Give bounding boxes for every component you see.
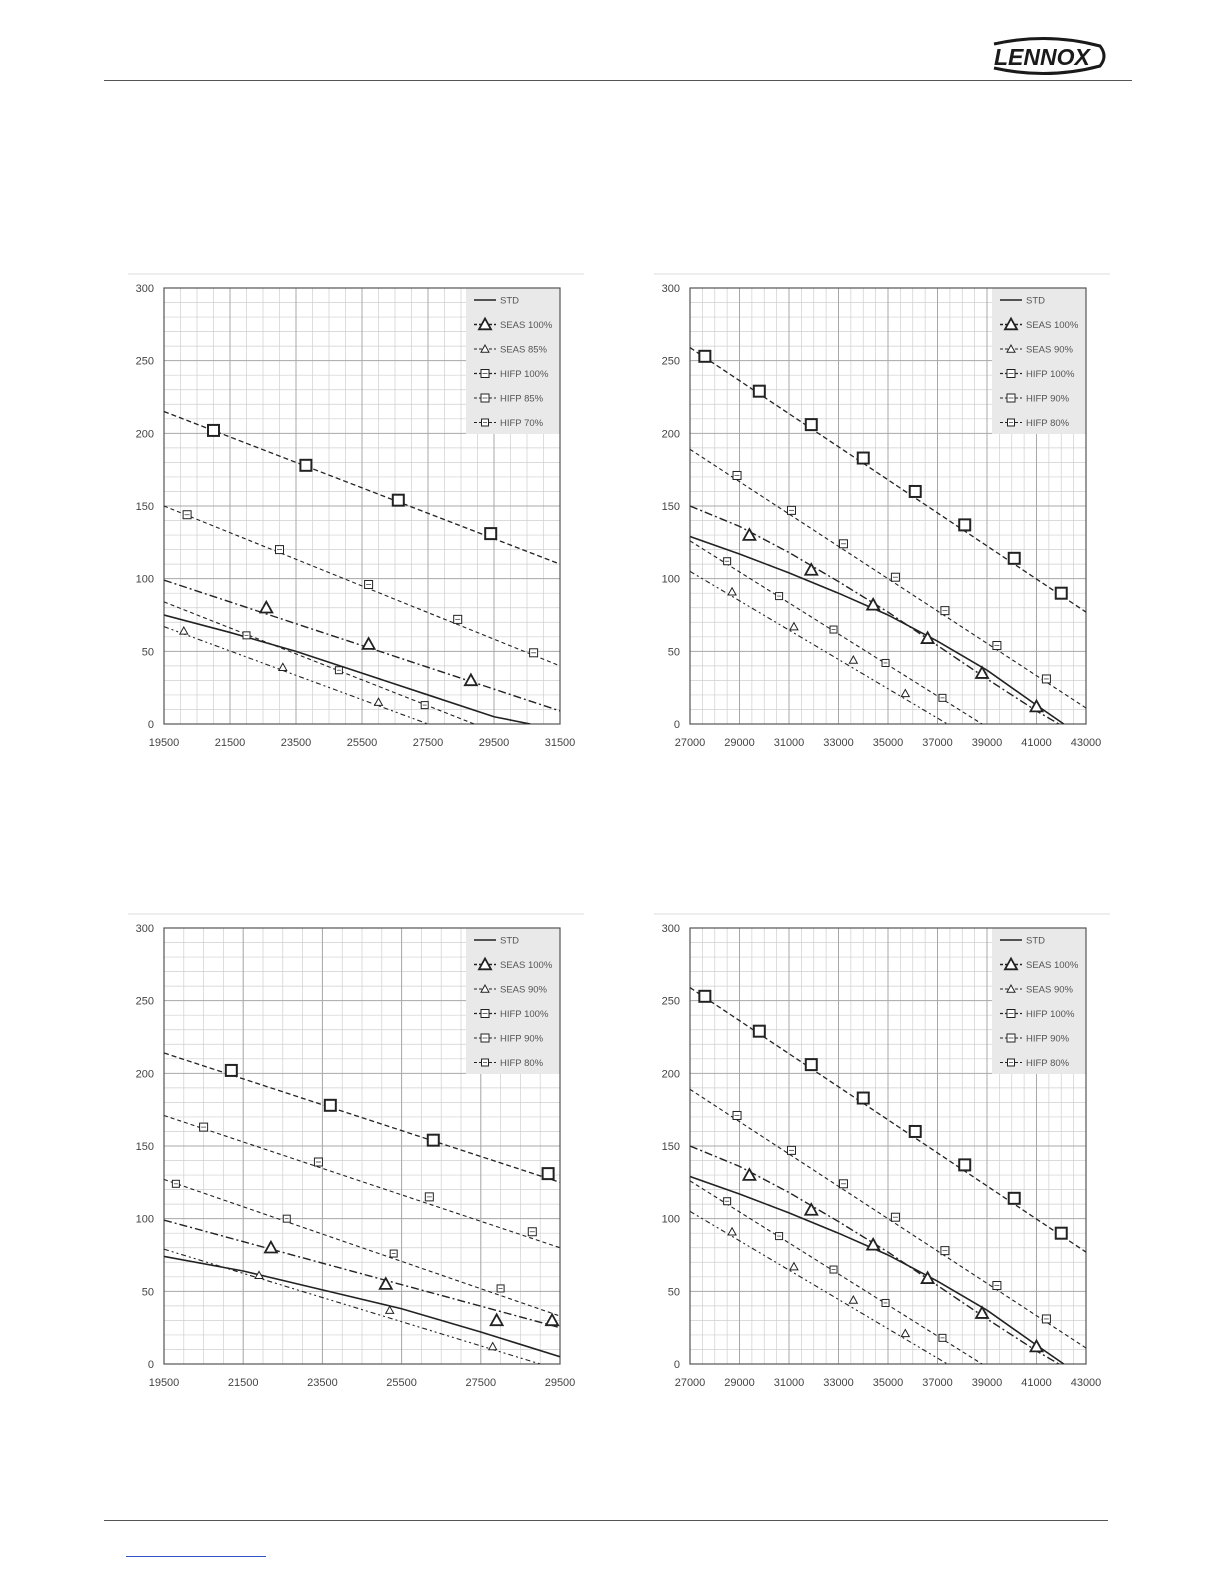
chart3-marker-3-0 [699, 991, 710, 1002]
chart3-legend-label-0: STD [1026, 935, 1045, 947]
chart3-marker-2-0 [728, 1228, 736, 1235]
chart1-marker-2-0 [728, 588, 736, 595]
chart0-legend-box [466, 288, 560, 434]
chart2-legend-label-2: SEAS 90% [500, 984, 547, 996]
chart0-marker-3-1 [300, 460, 311, 471]
chart1-marker-3-4 [910, 486, 921, 497]
chart1-marker-3-6 [1009, 553, 1020, 564]
chart0-marker-2-0 [180, 627, 188, 634]
chart1-marker-3-1 [754, 386, 765, 397]
chart3-legend-label-4: HIFP 90% [1026, 1033, 1070, 1045]
chart1-marker-3-0 [699, 351, 710, 362]
chart3-xtick-4: 35000 [872, 1377, 904, 1389]
chart0-legend-label-3: HIFP 100% [500, 369, 549, 380]
chart0-marker-2-2 [375, 698, 383, 705]
chart3-ytick-1: 50 [667, 1286, 680, 1299]
chart3-ytick-6: 300 [661, 923, 680, 935]
chart2-xtick-1: 21500 [227, 1377, 259, 1389]
chart0-xtick-4: 27500 [412, 737, 444, 749]
chart0-ytick-2: 100 [135, 573, 154, 586]
footer-link-underline [126, 1556, 266, 1557]
chart2-ytick-5: 250 [135, 995, 154, 1008]
chart0-xtick-3: 25500 [346, 737, 378, 749]
chart0-series-0-line [164, 615, 530, 724]
chart2-xtick-4: 27500 [465, 1377, 497, 1389]
chart1-xtick-3: 33000 [823, 737, 854, 749]
chart3-ytick-4: 200 [661, 1068, 680, 1081]
chart1-ytick-0: 0 [673, 719, 680, 731]
chart1-xtick-2: 31000 [773, 737, 805, 749]
chart1-ytick-5: 250 [661, 355, 680, 368]
chart3-series-0-line [690, 1177, 1064, 1364]
chart-top-right [654, 272, 1110, 756]
chart2-marker-1-3 [546, 1314, 558, 1325]
chart3-xtick-0: 27000 [674, 1377, 706, 1389]
chart0-marker-1-1 [363, 638, 375, 649]
chart2-legend-box [466, 928, 560, 1074]
chart2-legend-label-4: HIFP 90% [500, 1033, 544, 1045]
chart3-marker-1-4 [976, 1307, 988, 1318]
chart1-xtick-8: 43000 [1070, 737, 1102, 749]
chart3-xtick-6: 39000 [971, 1377, 1003, 1389]
chart3-ytick-0: 0 [673, 1359, 680, 1371]
chart0-legend-label-4: HIFP 85% [500, 393, 544, 405]
chart1-legend-box [992, 288, 1086, 434]
chart3-svg [654, 912, 1110, 1396]
chart2-xtick-5: 29500 [544, 1377, 576, 1389]
chart0-marker-3-2 [393, 495, 404, 506]
chart3-ytick-5: 250 [661, 995, 680, 1008]
chart1-xtick-5: 37000 [922, 737, 953, 749]
chart3-legend-box [992, 928, 1086, 1074]
header-rule [104, 80, 1132, 81]
chart0-svg [128, 272, 584, 756]
chart1-marker-3-2 [806, 419, 817, 430]
chart2-marker-1-0 [265, 1242, 277, 1253]
chart2-svg [128, 912, 584, 1396]
chart2-ytick-1: 50 [141, 1286, 154, 1299]
chart3-legend-label-5: HIFP 80% [1026, 1058, 1070, 1069]
chart1-xtick-4: 35000 [872, 737, 904, 749]
chart1-xtick-7: 41000 [1021, 737, 1052, 749]
chart0-xtick-5: 29500 [478, 737, 510, 749]
chart2-marker-3-3 [543, 1168, 554, 1179]
chart1-ytick-6: 300 [661, 283, 680, 295]
chart1-legend-label-1: SEAS 100% [1026, 320, 1079, 331]
chart1-marker-1-2 [867, 599, 879, 610]
chart1-xtick-6: 39000 [971, 737, 1003, 749]
chart0-ytick-1: 50 [141, 646, 154, 659]
chart0-ytick-0: 0 [147, 719, 154, 731]
chart3-marker-3-3 [858, 1093, 869, 1104]
chart3-legend-label-3: HIFP 100% [1026, 1009, 1075, 1020]
chart3-legend-label-1: SEAS 100% [1026, 960, 1079, 971]
chart0-marker-3-3 [485, 528, 496, 539]
chart1-ytick-4: 200 [661, 428, 680, 441]
chart1-legend-label-4: HIFP 90% [1026, 393, 1070, 405]
chart0-ytick-4: 200 [135, 428, 154, 441]
chart3-marker-3-5 [959, 1159, 970, 1170]
chart1-marker-1-4 [976, 667, 988, 678]
chart1-marker-3-5 [959, 519, 970, 530]
chart2-ytick-3: 150 [135, 1141, 154, 1153]
chart3-xtick-5: 37000 [922, 1377, 953, 1389]
chart3-marker-3-7 [1056, 1228, 1067, 1239]
chart3-xtick-8: 43000 [1070, 1377, 1102, 1389]
chart3-legend-label-2: SEAS 90% [1026, 984, 1073, 996]
chart3-ytick-2: 100 [661, 1213, 680, 1226]
chart2-ytick-4: 200 [135, 1068, 154, 1081]
chart0-xtick-6: 31500 [544, 737, 576, 749]
chart2-ytick-2: 100 [135, 1213, 154, 1226]
chart-top-left [128, 272, 584, 756]
chart3-marker-1-1 [805, 1204, 817, 1215]
chart2-marker-2-2 [489, 1343, 497, 1350]
chart1-svg [654, 272, 1110, 756]
lennox-logo-mark [988, 36, 1110, 76]
chart0-ytick-5: 250 [135, 355, 154, 368]
chart3-marker-2-1 [790, 1263, 798, 1270]
chart2-legend-label-1: SEAS 100% [500, 960, 553, 971]
chart2-marker-3-1 [325, 1100, 336, 1111]
chart3-xtick-3: 33000 [823, 1377, 854, 1389]
chart3-xtick-7: 41000 [1021, 1377, 1052, 1389]
brand-name: LENNOX [994, 44, 1090, 70]
chart2-legend-label-3: HIFP 100% [500, 1009, 549, 1020]
chart0-legend-label-1: SEAS 100% [500, 320, 553, 331]
chart2-legend-label-5: HIFP 80% [500, 1058, 544, 1069]
chart3-ytick-3: 150 [661, 1141, 680, 1153]
chart3-xtick-1: 29000 [724, 1377, 755, 1389]
chart2-xtick-2: 23500 [307, 1377, 338, 1389]
chart2-xtick-3: 25500 [386, 1377, 417, 1389]
chart1-ytick-3: 150 [661, 501, 680, 513]
chart1-ytick-1: 50 [667, 646, 680, 659]
chart1-legend-label-5: HIFP 80% [1026, 418, 1070, 429]
chart0-marker-1-2 [465, 674, 477, 685]
chart1-marker-3-3 [858, 453, 869, 464]
chart3-marker-1-2 [867, 1239, 879, 1250]
chart3-xtick-2: 31000 [773, 1377, 805, 1389]
chart2-marker-3-0 [226, 1065, 237, 1076]
chart0-marker-3-0 [208, 425, 219, 436]
chart0-xtick-1: 21500 [214, 737, 246, 749]
lennox-logo [988, 36, 1110, 76]
chart1-legend-label-3: HIFP 100% [1026, 369, 1075, 380]
chart1-marker-1-1 [805, 564, 817, 575]
chart1-legend-label-0: STD [1026, 295, 1045, 307]
chart2-marker-3-2 [428, 1135, 439, 1146]
chart1-legend-label-2: SEAS 90% [1026, 344, 1073, 356]
chart1-marker-3-7 [1056, 588, 1067, 599]
chart3-marker-3-4 [910, 1126, 921, 1137]
chart-bottom-left [128, 912, 584, 1396]
chart3-marker-3-1 [754, 1026, 765, 1037]
footer-rule [104, 1520, 1108, 1521]
chart0-ytick-6: 300 [135, 283, 154, 295]
chart0-legend-label-2: SEAS 85% [500, 344, 547, 356]
chart1-series-0-line [690, 537, 1064, 724]
chart1-ytick-2: 100 [661, 573, 680, 586]
chart2-ytick-0: 0 [147, 1359, 154, 1371]
chart1-marker-2-1 [790, 623, 798, 630]
chart0-legend-label-5: HIFP 70% [500, 418, 544, 429]
chart0-xtick-0: 19500 [148, 737, 180, 749]
chart0-legend-label-0: STD [500, 295, 519, 307]
chart2-ytick-6: 300 [135, 923, 154, 935]
chart1-marker-2-3 [901, 689, 909, 696]
chart1-xtick-1: 29000 [724, 737, 755, 749]
chart0-ytick-3: 150 [135, 501, 154, 513]
chart0-xtick-2: 23500 [280, 737, 312, 749]
chart1-xtick-0: 27000 [674, 737, 706, 749]
chart-bottom-right [654, 912, 1110, 1396]
chart0-marker-2-1 [279, 663, 287, 670]
chart0-marker-1-0 [260, 602, 272, 613]
chart2-legend-label-0: STD [500, 935, 519, 947]
chart2-xtick-0: 19500 [148, 1377, 180, 1389]
chart3-marker-3-6 [1009, 1193, 1020, 1204]
chart3-marker-3-2 [806, 1059, 817, 1070]
chart3-marker-2-3 [901, 1329, 909, 1336]
